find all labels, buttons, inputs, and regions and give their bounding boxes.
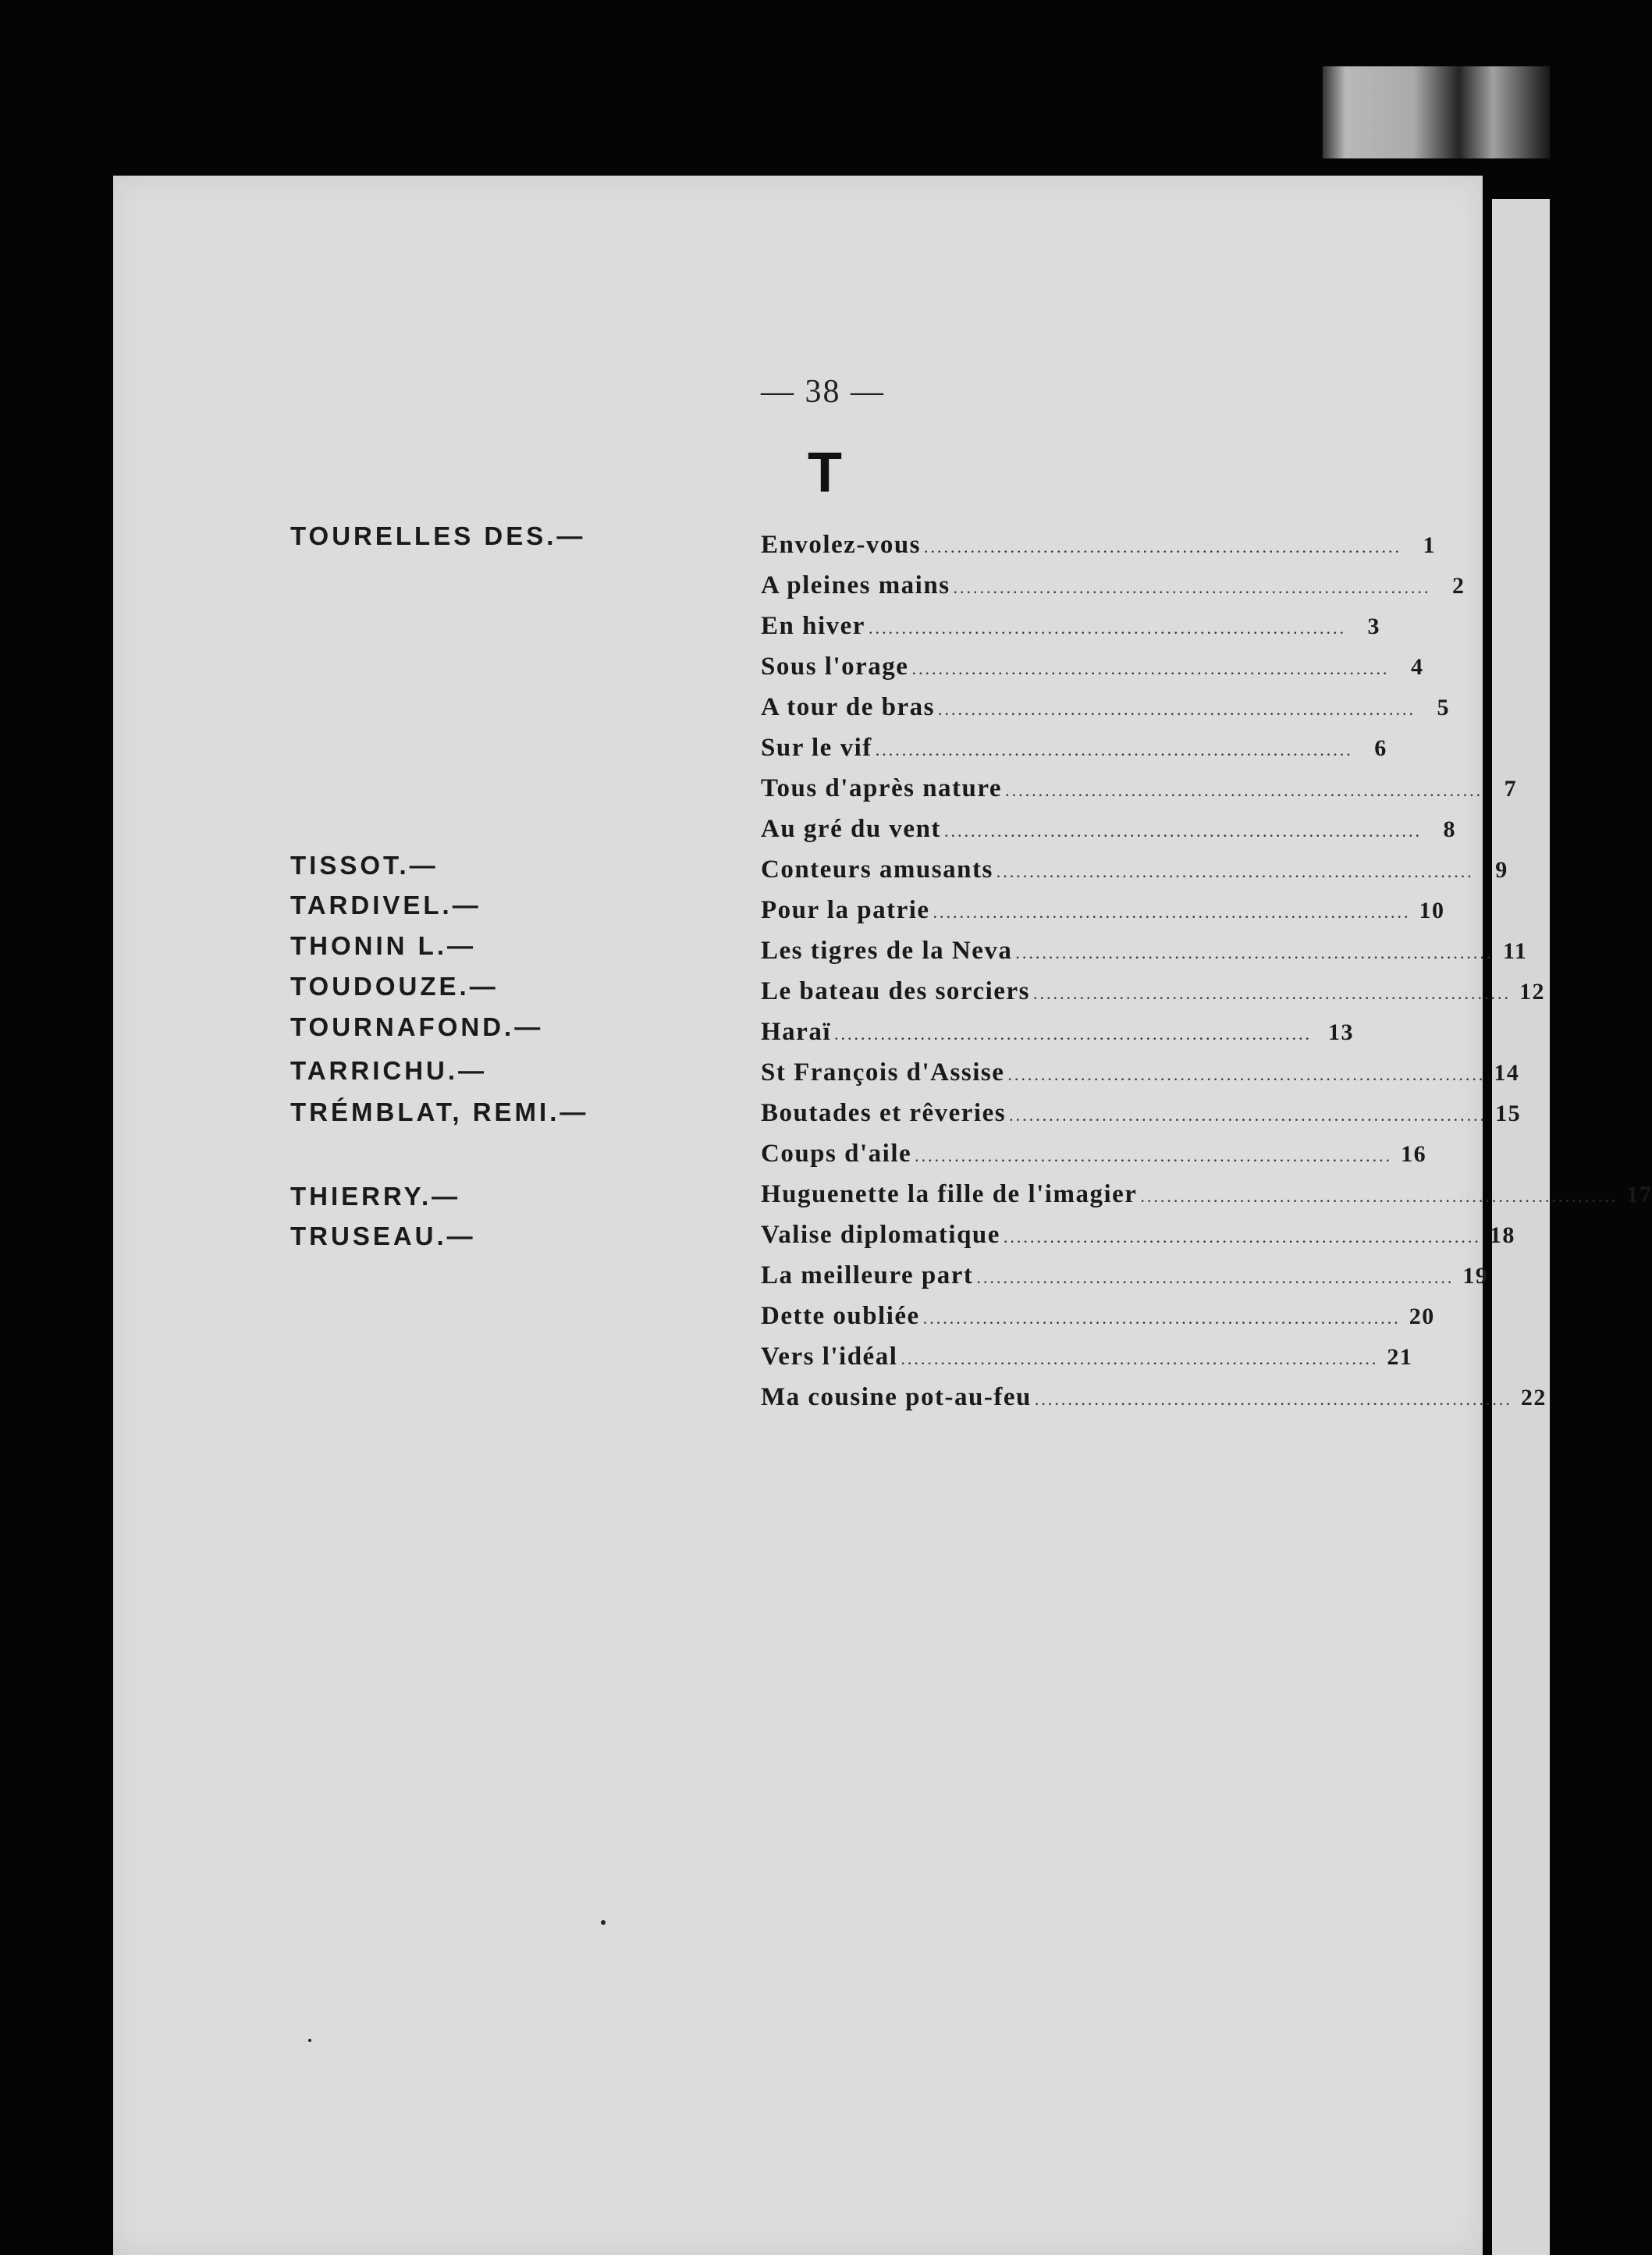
list-item [761,1383,1547,1417]
leader-dots: ........................................................................ [911,659,1390,678]
entry-number: 6 [1374,735,1387,761]
page-sheet [113,176,1486,2255]
author-name: TISSOT.— [290,851,439,880]
leader-dots: ........................................................................ [943,821,1422,841]
author-name: TOUDOUZE.— [290,972,499,1001]
list-item [761,1180,1652,1215]
leader-dots: ........................................................................ [922,1308,1401,1328]
author-name: TOURNAFOND.— [290,1012,544,1041]
leader-dots: ........................................................................ [1015,943,1494,962]
entry-number: 17 [1626,1182,1652,1208]
author-name: TARDIVEL.— [290,891,481,919]
leader-dots: ........................................................................ [833,1024,1312,1044]
list-item [761,1140,1427,1174]
leader-dots: ........................................................................ [996,862,1474,881]
entry-title: Valise diplomatique [761,1221,1000,1249]
entry-number: 20 [1409,1304,1435,1329]
entry-title: Haraï [761,1018,831,1046]
list-item [761,571,1465,606]
leader-dots: ........................................................................ [1005,781,1483,800]
entry-number: 9 [1495,857,1508,883]
entry-title: Conteurs amusants [761,855,993,884]
page-number: — 38 — [761,374,885,410]
leader-dots: ........................................................................ [1003,1227,1481,1247]
entry-number: 5 [1437,695,1450,720]
film-edge-strip [1323,66,1550,158]
author-name: THIERRY.— [290,1182,461,1211]
entry-title: Boutades et rêveries [761,1099,1007,1127]
entry-number: 13 [1328,1019,1354,1045]
entry-number: 3 [1367,614,1380,639]
entry-number: 4 [1410,654,1424,680]
entry-title: St François d'Assise [761,1058,1005,1087]
leader-dots: ........................................................................ [1140,1186,1618,1206]
list-item [761,896,1445,930]
entry-title: Les tigres de la Neva [761,937,1013,965]
entry-number: 7 [1504,776,1518,802]
leader-dots: ........................................................................ [875,740,1353,759]
section-letter: T [808,442,842,504]
entry-number: 2 [1452,573,1465,599]
entry-title: Huguenette la fille de l'imagier [761,1180,1138,1208]
leader-dots: ........................................................................ [1009,1105,1487,1125]
entry-title: Ma cousine pot-au-feu [761,1383,1032,1411]
leader-dots: ........................................................................ [924,537,1402,557]
list-item [761,774,1518,809]
entry-title: Envolez-vous [761,531,922,559]
author-name: TRUSEAU.— [290,1222,476,1250]
entry-number: 22 [1520,1385,1547,1410]
list-item [761,855,1508,890]
speck [308,2039,311,2042]
entry-title: Au gré du vent [761,815,941,843]
entry-title: A pleines mains [761,571,950,599]
list-item [761,1018,1354,1052]
author-name: TOURELLES DES.— [290,521,586,550]
list-item [761,815,1456,849]
list-item [761,734,1387,768]
list-item [761,1058,1520,1093]
entry-title: Pour la patrie [761,896,930,924]
list-item [761,1302,1435,1336]
author-name: TRÉMBLAT, REMI.— [290,1097,589,1126]
author-name: TARRICHU.— [290,1056,488,1085]
list-item [761,1099,1522,1133]
entry-title: En hiver [761,612,865,640]
entry-number: 15 [1495,1101,1522,1126]
list-item [761,531,1437,565]
leader-dots: ........................................................................ [953,578,1431,597]
entry-number: 12 [1519,979,1545,1005]
entry-number: 18 [1489,1222,1515,1248]
entry-number: 21 [1387,1344,1413,1370]
entry-number: 14 [1494,1060,1520,1086]
leader-dots: ........................................................................ [1032,983,1511,1003]
list-item [761,693,1450,727]
leader-dots: ........................................................................ [976,1268,1455,1287]
entry-title: La meilleure part [761,1261,974,1289]
entry-number: 1 [1423,532,1437,558]
entry-title: A tour de bras [761,693,935,721]
entry-number: 19 [1462,1263,1489,1289]
entry-title: Sur le vif [761,734,872,762]
leader-dots: ........................................................................ [915,1146,1393,1165]
list-item [761,653,1424,687]
entry-title: Tous d'après nature [761,774,1003,802]
list-item [761,1221,1515,1255]
entry-title: Le bateau des sorciers [761,977,1030,1005]
list-item [761,1343,1413,1377]
entry-title: Coups d'aile [761,1140,912,1168]
entry-number: 11 [1503,938,1528,964]
speck [601,1920,606,1925]
leader-dots: ........................................................................ [933,902,1411,922]
entry-title: Dette oubliée [761,1302,920,1330]
entry-title: Vers l'idéal [761,1343,898,1371]
entry-number: 16 [1401,1141,1427,1167]
leader-dots: ........................................................................ [901,1349,1379,1368]
entry-number: 10 [1419,898,1445,923]
list-item [761,1261,1489,1296]
list-item [761,977,1545,1012]
leader-dots: ........................................................................ [1034,1389,1512,1409]
leader-dots: ........................................................................ [1007,1065,1486,1084]
leader-dots: ........................................................................ [868,618,1346,638]
entry-title: Sous l'orage [761,653,909,681]
leader-dots: ........................................................................ [938,699,1416,719]
entry-number: 8 [1443,816,1456,842]
list-item [761,612,1380,646]
list-item [761,937,1528,971]
author-name: THONIN L.— [290,931,476,960]
